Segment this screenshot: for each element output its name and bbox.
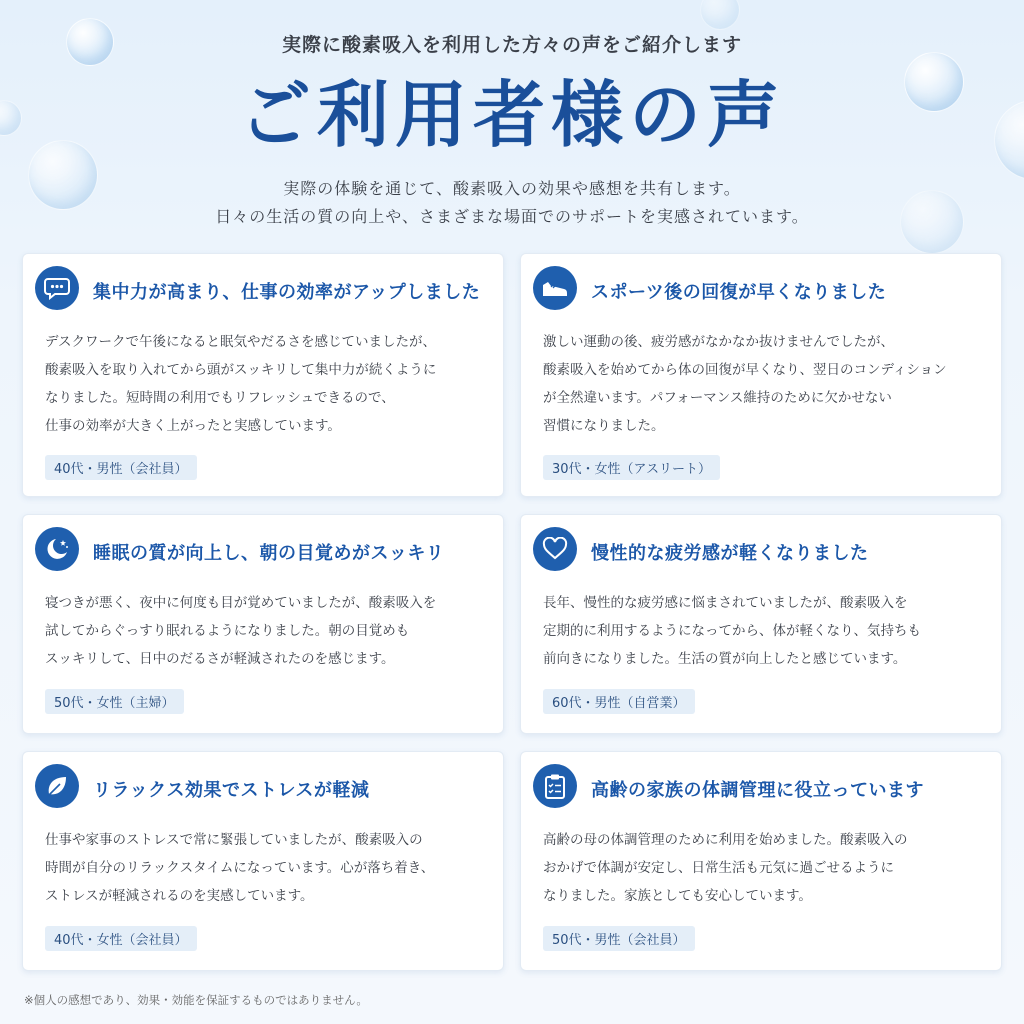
- card-body-line: 長年、慢性的な疲労感に悩まされていましたが、酸素吸入を: [543, 595, 908, 611]
- card-body: [543, 589, 983, 673]
- testimonial-card: [22, 253, 504, 497]
- card-title: リラックス効果でストレスが軽減: [93, 780, 370, 801]
- card-body-line: ストレスが軽減されるのを実感しています。: [45, 888, 314, 904]
- card-body-line: 高齢の母の体調管理のために利用を始めました。酸素吸入の: [543, 832, 908, 848]
- description-line-1: 実際の体験を通じて、酸素吸入の効果や感想を共有します。: [283, 179, 741, 198]
- card-body-line: 習慣になりました。: [543, 418, 665, 434]
- user-tag: 60代・男性（自営業）: [543, 689, 695, 714]
- testimonial-card: [22, 514, 504, 734]
- card-body: [543, 328, 983, 440]
- card-title: 慢性的な疲労感が軽くなりました: [591, 543, 869, 564]
- card-body-line: 仕事の効率が大きく上がったと実感しています。: [45, 418, 341, 434]
- card-body: [543, 826, 983, 910]
- card-body-line: 定期的に利用するようになってから、体が軽くなり、気持ちも: [543, 623, 921, 639]
- card-title: 睡眠の質が向上し、朝の目覚めがスッキリ: [93, 543, 445, 564]
- card-body-line: 激しい運動の後、疲労感がなかなか抜けませんでしたが、: [543, 334, 894, 350]
- card-body-line: おかげで体調が安定し、日常生活も元気に過ごせるように: [543, 860, 894, 876]
- disclaimer-note: ※個人の感想であり、効果・効能を保証するものではありません。: [24, 993, 368, 1007]
- card-body-line: 仕事や家事のストレスで常に緊張していましたが、酸素吸入の: [45, 832, 423, 848]
- leaf-icon: [35, 764, 79, 808]
- user-tag: 40代・女性（会社員）: [45, 926, 197, 951]
- testimonial-card: [520, 253, 1002, 497]
- card-body-line: 酸素吸入を始めてから体の回復が早くなり、翌日のコンディション: [543, 362, 947, 378]
- card-body-line: なりました。家族としても安心しています。: [543, 888, 812, 904]
- testimonial-card: [520, 751, 1002, 971]
- card-title: 高齢の家族の体調管理に役立っています: [591, 780, 924, 801]
- testimonial-card: [22, 751, 504, 971]
- card-body-line: スッキリして、日中のだるさが軽減されたのを感じます。: [45, 651, 395, 667]
- user-tag: 30代・女性（アスリート）: [543, 455, 720, 480]
- testimonial-card: [520, 514, 1002, 734]
- card-body-line: 時間が自分のリラックスタイムになっています。心が落ち着き、: [45, 860, 435, 876]
- card-body-line: デスクワークで午後になると眠気やだるさを感じていましたが、: [45, 334, 436, 350]
- card-body-line: 試してからぐっすり眠れるようになりました。朝の目覚めも: [45, 623, 410, 639]
- user-tag: 50代・男性（会社員）: [543, 926, 695, 951]
- card-body-line: 酸素吸入を取り入れてから頭がスッキリして集中力が続くように: [45, 362, 437, 378]
- card-body: [45, 589, 485, 673]
- description-line-2: 日々の生活の質の向上や、さまざまな場面でのサポートを実感されています。: [215, 207, 809, 226]
- card-body-line: なりました。短時間の利用でもリフレッシュできるので、: [45, 390, 395, 406]
- card-body-line: 寝つきが悪く、夜中に何度も目が覚めていましたが、酸素吸入を: [45, 595, 437, 611]
- heart-icon: [533, 527, 577, 571]
- chat-bubble-icon: [35, 266, 79, 310]
- user-tag: 40代・男性（会社員）: [45, 455, 197, 480]
- card-body-line: が全然違います。パフォーマンス維持のために欠かせない: [543, 390, 892, 406]
- bubble-decoration: [700, 0, 740, 30]
- sneaker-icon: [533, 266, 577, 310]
- card-body: [45, 826, 485, 910]
- card-title: 集中力が高まり、仕事の効率がアップしました: [93, 282, 481, 303]
- moon-stars-icon: [35, 527, 79, 571]
- page-title: ご利用者様の声: [238, 72, 785, 157]
- clipboard-icon: [533, 764, 577, 808]
- card-body-line: 前向きになりました。生活の質が向上したと感じています。: [543, 651, 907, 667]
- lead-text: 実際に酸素吸入を利用した方々の声をご紹介します: [281, 34, 742, 56]
- card-body: [45, 328, 485, 440]
- card-title: スポーツ後の回復が早くなりました: [591, 282, 887, 303]
- user-tag: 50代・女性（主婦）: [45, 689, 184, 714]
